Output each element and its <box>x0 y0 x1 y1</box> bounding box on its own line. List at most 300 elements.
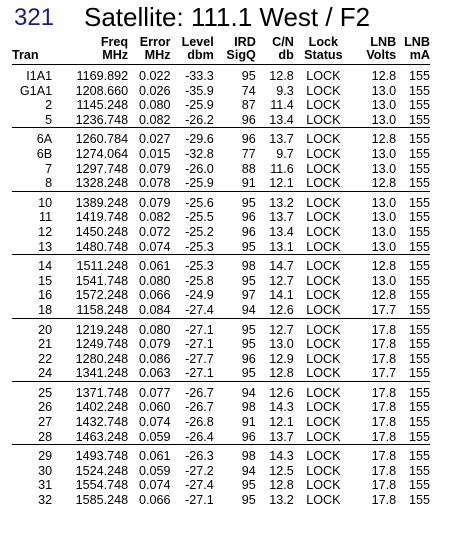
cell-tran: 11 <box>39 210 53 225</box>
cell-volts: 12.8 <box>371 176 397 191</box>
cell-freq: 1541.748 <box>75 273 129 288</box>
cell-tran: 10 <box>38 195 53 210</box>
cell-freq: 1371.748 <box>75 385 129 400</box>
cell-level: -25.6 <box>185 195 214 210</box>
cell-status: LOCK <box>306 132 341 147</box>
cell-volts: 17.8 <box>371 493 397 508</box>
cell-tran: 2 <box>45 98 53 113</box>
cell-volts: 13.0 <box>371 273 397 288</box>
cell-cn: 13.7 <box>269 429 294 444</box>
page-number: 321 <box>14 4 55 31</box>
cell-level: -32.8 <box>185 146 214 161</box>
cell-status: LOCK <box>306 195 341 210</box>
cell-ird: 98 <box>241 259 256 274</box>
cell-ma: 155 <box>408 366 430 381</box>
cell-error: 0.079 <box>139 161 171 176</box>
cell-ird: 95 <box>241 195 256 210</box>
cell-status: LOCK <box>306 351 341 366</box>
cell-volts: 13.0 <box>371 210 397 225</box>
cell-level: -25.3 <box>185 239 214 254</box>
cell-freq: 1463.248 <box>75 429 129 444</box>
cell-error: 0.022 <box>139 69 171 83</box>
cell-volts: 17.8 <box>371 415 397 430</box>
cell-error: 0.078 <box>139 176 171 191</box>
cell-ird: 95 <box>241 337 256 352</box>
cell-volts: 13.0 <box>371 239 397 254</box>
cell-tran: 6A <box>36 132 53 147</box>
cell-status: LOCK <box>306 463 341 478</box>
cell-level: -27.1 <box>185 322 214 337</box>
cell-error: 0.074 <box>139 478 171 493</box>
cell-volts: 13.0 <box>371 161 397 176</box>
cell-level: -25.9 <box>185 98 214 113</box>
cell-ma: 155 <box>408 493 430 508</box>
cell-error: 0.072 <box>139 224 171 239</box>
cell-ma: 155 <box>408 478 430 493</box>
cell-ma: 155 <box>408 161 430 176</box>
cell-level: -29.6 <box>185 132 214 147</box>
cell-level: -25.5 <box>185 210 214 225</box>
cell-cn: 13.4 <box>269 112 294 127</box>
cell-error: 0.084 <box>139 302 171 317</box>
table-row <box>12 303 430 318</box>
table-row <box>12 191 430 210</box>
cell-cn: 12.8 <box>269 69 294 83</box>
table-row <box>12 210 430 225</box>
cell-error: 0.077 <box>139 385 171 400</box>
cell-status: LOCK <box>306 337 341 352</box>
cell-error: 0.015 <box>139 146 171 161</box>
table-row <box>12 366 430 381</box>
row-group <box>12 65 430 128</box>
row-group <box>12 381 430 444</box>
cell-ma: 155 <box>408 83 430 98</box>
cell-status: LOCK <box>306 224 341 239</box>
cell-ird: 95 <box>241 322 256 337</box>
table-row <box>12 128 430 147</box>
cell-error: 0.080 <box>139 322 171 337</box>
cell-freq: 1274.064 <box>75 146 129 161</box>
cell-ma: 155 <box>408 98 430 113</box>
cell-level: -26.4 <box>185 429 214 444</box>
page-title: Satellite: 111.1 West / F2 <box>84 2 371 32</box>
cell-ird: 95 <box>241 69 256 83</box>
cell-tran: 5 <box>45 112 53 127</box>
cell-freq: 1480.748 <box>75 239 129 254</box>
cell-volts: 13.0 <box>371 83 397 98</box>
cell-tran: G1A1 <box>19 83 53 98</box>
cell-level: -25.3 <box>185 259 214 274</box>
cell-cn: 14.3 <box>269 400 294 415</box>
cell-level: -27.1 <box>185 366 214 381</box>
cell-ma: 155 <box>408 385 430 400</box>
cell-volts: 13.0 <box>371 98 397 113</box>
cell-ma: 155 <box>408 351 430 366</box>
cell-tran: 14 <box>38 259 53 274</box>
cell-ma: 155 <box>408 146 430 161</box>
cell-volts: 17.8 <box>371 463 397 478</box>
cell-level: -27.7 <box>185 351 214 366</box>
cell-level: -26.2 <box>185 112 214 127</box>
cell-ird: 94 <box>241 385 256 400</box>
column-header-error-line1: Error <box>139 35 171 49</box>
cell-cn: 13.1 <box>269 239 294 254</box>
cell-level: -35.9 <box>185 83 214 98</box>
cell-level: -27.4 <box>185 478 214 493</box>
cell-ma: 155 <box>408 288 430 303</box>
cell-freq: 1402.248 <box>75 400 129 415</box>
column-header-status-line2: Status <box>294 49 353 65</box>
column-header-level-line2: dbm <box>175 49 218 65</box>
cell-ird: 95 <box>241 493 256 508</box>
column-header-freq-line1: Freq <box>100 35 129 49</box>
cell-cn: 12.6 <box>269 385 294 400</box>
cell-freq: 1328.248 <box>75 176 129 191</box>
cell-tran: 6B <box>36 146 53 161</box>
cell-freq: 1432.748 <box>75 415 129 430</box>
cell-status: LOCK <box>306 273 341 288</box>
cell-error: 0.074 <box>139 239 171 254</box>
cell-status: LOCK <box>306 239 341 254</box>
cell-level: -25.9 <box>185 176 214 191</box>
column-header-error-line2: MHz <box>128 49 174 65</box>
cell-volts: 17.8 <box>371 351 397 366</box>
cell-volts: 17.7 <box>371 366 397 381</box>
column-header-ird-line1: IRD <box>234 35 256 49</box>
cell-ird: 87 <box>241 98 256 113</box>
cell-error: 0.059 <box>139 429 171 444</box>
cell-freq: 1145.248 <box>76 98 129 113</box>
cell-ma: 155 <box>408 224 430 239</box>
cell-freq: 1260.784 <box>75 132 129 147</box>
cell-error: 0.066 <box>139 288 171 303</box>
cell-ird: 95 <box>241 366 256 381</box>
cell-freq: 1249.748 <box>75 337 129 352</box>
cell-freq: 1450.248 <box>75 224 129 239</box>
column-header-volts-line1: LNB <box>370 35 397 49</box>
cell-ird: 94 <box>241 302 256 317</box>
cell-status: LOCK <box>306 146 341 161</box>
cell-tran: 21 <box>38 337 53 352</box>
cell-cn: 13.2 <box>269 195 294 210</box>
cell-cn: 12.5 <box>269 463 294 478</box>
cell-error: 0.080 <box>139 273 171 288</box>
row-group <box>12 255 430 318</box>
column-header-tran-line2: Tran <box>12 49 52 65</box>
cell-ird: 97 <box>241 288 256 303</box>
table-row <box>12 240 430 255</box>
cell-freq: 1341.248 <box>75 366 129 381</box>
cell-volts: 13.0 <box>371 112 397 127</box>
cell-status: LOCK <box>306 449 341 464</box>
cell-ird: 98 <box>241 449 256 464</box>
cell-cn: 12.8 <box>269 366 294 381</box>
cell-level: -27.1 <box>185 493 214 508</box>
cell-volts: 13.0 <box>371 146 397 161</box>
table-row <box>12 445 430 464</box>
cell-ma: 155 <box>408 273 430 288</box>
table-row <box>12 98 430 113</box>
cell-freq: 1511.248 <box>76 259 129 274</box>
cell-freq: 1280.248 <box>75 351 129 366</box>
cell-level: -25.2 <box>185 224 214 239</box>
cell-level: -26.7 <box>185 400 214 415</box>
cell-ma: 155 <box>408 195 430 210</box>
cell-status: LOCK <box>306 302 341 317</box>
table-row <box>12 162 430 177</box>
cell-ird: 91 <box>241 415 256 430</box>
cell-ird: 95 <box>241 273 256 288</box>
cell-ma: 155 <box>408 463 430 478</box>
cell-error: 0.074 <box>139 415 171 430</box>
table-row <box>12 493 430 508</box>
column-header-volts-line2: Volts <box>353 49 396 65</box>
cell-volts: 12.8 <box>371 132 397 147</box>
cell-level: -24.9 <box>185 288 214 303</box>
cell-tran: 31 <box>38 478 53 493</box>
cell-error: 0.059 <box>139 463 171 478</box>
cell-freq: 1236.748 <box>75 112 129 127</box>
table-row <box>12 478 430 493</box>
table-row <box>12 352 430 367</box>
cell-freq: 1169.892 <box>76 69 129 83</box>
cell-ma: 155 <box>408 337 430 352</box>
cell-level: -26.7 <box>185 385 214 400</box>
table-row <box>12 147 430 162</box>
cell-status: LOCK <box>306 83 341 98</box>
cell-volts: 13.0 <box>371 224 397 239</box>
cell-ird: 95 <box>241 478 256 493</box>
cell-ird: 88 <box>241 161 256 176</box>
cell-error: 0.080 <box>139 98 171 113</box>
cell-freq: 1208.660 <box>75 83 129 98</box>
cell-status: LOCK <box>306 478 341 493</box>
cell-status: LOCK <box>306 259 341 274</box>
cell-tran: 28 <box>38 429 53 444</box>
column-header-ma-line2: mA <box>396 49 430 65</box>
cell-status: LOCK <box>306 69 341 83</box>
cell-ird: 96 <box>241 351 256 366</box>
column-header-ma-line1: LNB <box>404 35 430 49</box>
table-row <box>12 113 430 128</box>
cell-ma: 155 <box>408 429 430 444</box>
cell-ma: 155 <box>408 302 430 317</box>
cell-ma: 155 <box>408 415 430 430</box>
cell-status: LOCK <box>306 493 341 508</box>
cell-ird: 94 <box>241 463 256 478</box>
cell-ma: 155 <box>408 449 430 464</box>
cell-level: -27.4 <box>185 302 214 317</box>
cell-cn: 13.0 <box>269 337 294 352</box>
cell-tran: 32 <box>38 493 53 508</box>
cell-ma: 155 <box>408 400 430 415</box>
cell-freq: 1419.748 <box>75 210 129 225</box>
cell-level: -33.3 <box>185 69 214 83</box>
column-header-status-line1: Lock <box>308 35 339 49</box>
cell-freq: 1554.748 <box>75 478 129 493</box>
cell-tran: 26 <box>38 400 53 415</box>
cell-error: 0.061 <box>139 259 171 274</box>
table-row <box>12 225 430 240</box>
cell-ma: 155 <box>408 239 430 254</box>
cell-tran: 27 <box>38 415 53 430</box>
cell-volts: 17.8 <box>371 400 397 415</box>
cell-volts: 12.8 <box>371 288 397 303</box>
column-header-cn-line1: C/N <box>272 35 294 49</box>
cell-freq: 1524.248 <box>75 463 129 478</box>
cell-cn: 13.7 <box>269 210 294 225</box>
cell-ird: 95 <box>241 239 256 254</box>
cell-freq: 1493.748 <box>75 449 129 464</box>
cell-level: -27.2 <box>185 463 214 478</box>
cell-status: LOCK <box>306 400 341 415</box>
table-row <box>12 337 430 352</box>
cell-freq: 1219.248 <box>75 322 129 337</box>
cell-cn: 12.6 <box>269 302 294 317</box>
cell-ird: 96 <box>241 210 256 225</box>
table-row <box>12 255 430 274</box>
cell-ird: 96 <box>241 429 256 444</box>
cell-volts: 17.8 <box>371 385 397 400</box>
cell-error: 0.082 <box>139 112 171 127</box>
cell-freq: 1389.248 <box>75 195 129 210</box>
cell-status: LOCK <box>306 176 341 191</box>
cell-cn: 12.7 <box>269 273 294 288</box>
cell-tran: 13 <box>38 239 53 254</box>
cell-freq: 1297.748 <box>75 161 129 176</box>
table-row <box>12 65 430 84</box>
cell-error: 0.082 <box>139 210 171 225</box>
cell-tran: 18 <box>38 302 53 317</box>
cell-volts: 17.8 <box>371 478 397 493</box>
cell-ird: 74 <box>241 83 256 98</box>
table-row <box>12 400 430 415</box>
cell-cn: 9.7 <box>276 146 294 161</box>
table-row <box>12 288 430 303</box>
column-header-cn-line2: db <box>256 49 294 65</box>
cell-level: -26.0 <box>185 161 214 176</box>
table-row <box>12 464 430 479</box>
satellite-data-table <box>12 36 430 508</box>
cell-status: LOCK <box>306 288 341 303</box>
table-row <box>12 318 430 337</box>
cell-tran: 7 <box>45 161 53 176</box>
table-row <box>12 84 430 99</box>
cell-cn: 12.1 <box>269 176 294 191</box>
cell-tran: 8 <box>45 176 53 191</box>
cell-volts: 17.8 <box>371 429 397 444</box>
cell-error: 0.086 <box>139 351 171 366</box>
cell-ird: 96 <box>241 112 256 127</box>
table-header <box>12 36 430 65</box>
cell-status: LOCK <box>306 112 341 127</box>
cell-ird: 77 <box>241 146 256 161</box>
row-group <box>12 445 430 508</box>
cell-error: 0.066 <box>139 493 171 508</box>
cell-volts: 13.0 <box>371 195 397 210</box>
cell-ird: 96 <box>241 224 256 239</box>
cell-level: -26.3 <box>185 449 214 464</box>
cell-ird: 91 <box>241 176 256 191</box>
cell-status: LOCK <box>306 385 341 400</box>
cell-cn: 14.7 <box>269 259 294 274</box>
table-row <box>12 415 430 430</box>
table-row <box>12 274 430 289</box>
cell-status: LOCK <box>306 429 341 444</box>
cell-ma: 155 <box>408 69 430 83</box>
cell-volts: 12.8 <box>371 259 397 274</box>
cell-ma: 155 <box>408 259 430 274</box>
cell-tran: 24 <box>38 366 53 381</box>
table-row <box>12 430 430 445</box>
cell-status: LOCK <box>306 366 341 381</box>
cell-cn: 13.7 <box>269 132 294 147</box>
cell-error: 0.026 <box>139 83 171 98</box>
cell-tran: 16 <box>38 288 53 303</box>
cell-ird: 96 <box>241 132 256 147</box>
cell-ma: 155 <box>408 210 430 225</box>
cell-cn: 11.6 <box>270 161 294 176</box>
cell-ma: 155 <box>408 322 430 337</box>
cell-volts: 12.8 <box>371 69 397 83</box>
cell-tran: 25 <box>38 385 53 400</box>
cell-volts: 17.8 <box>371 337 397 352</box>
cell-status: LOCK <box>306 98 341 113</box>
cell-status: LOCK <box>306 161 341 176</box>
cell-error: 0.027 <box>139 132 171 147</box>
cell-cn: 13.2 <box>269 493 294 508</box>
cell-error: 0.079 <box>139 195 171 210</box>
row-group <box>12 318 430 381</box>
cell-status: LOCK <box>306 415 341 430</box>
cell-cn: 14.3 <box>269 449 294 464</box>
cell-freq: 1158.248 <box>76 302 129 317</box>
cell-error: 0.060 <box>139 400 171 415</box>
cell-cn: 11.4 <box>270 98 294 113</box>
cell-cn: 12.8 <box>269 478 294 493</box>
cell-level: -27.1 <box>185 337 214 352</box>
cell-tran: 15 <box>38 273 53 288</box>
cell-status: LOCK <box>306 322 341 337</box>
cell-freq: 1585.248 <box>75 493 129 508</box>
cell-ird: 98 <box>241 400 256 415</box>
cell-freq: 1572.248 <box>75 288 129 303</box>
cell-volts: 17.7 <box>371 302 397 317</box>
row-group <box>12 191 430 254</box>
table-row <box>12 176 430 191</box>
cell-tran: 29 <box>38 449 53 464</box>
cell-error: 0.063 <box>139 366 171 381</box>
cell-cn: 14.1 <box>269 288 294 303</box>
cell-tran: 22 <box>38 351 53 366</box>
cell-ma: 155 <box>408 176 430 191</box>
cell-volts: 17.8 <box>371 322 397 337</box>
row-group <box>12 128 430 191</box>
cell-ma: 155 <box>408 112 430 127</box>
cell-cn: 12.9 <box>269 351 294 366</box>
cell-cn: 9.3 <box>276 83 294 98</box>
cell-cn: 13.4 <box>269 224 294 239</box>
column-header-ird-line2: SigQ <box>218 49 256 65</box>
cell-volts: 17.8 <box>371 449 397 464</box>
cell-level: -25.8 <box>185 273 214 288</box>
cell-ma: 155 <box>408 132 430 147</box>
column-header-level-line1: Level <box>181 35 214 49</box>
cell-error: 0.079 <box>139 337 171 352</box>
cell-tran: 12 <box>38 224 53 239</box>
cell-error: 0.061 <box>139 449 171 464</box>
cell-cn: 12.1 <box>269 415 294 430</box>
